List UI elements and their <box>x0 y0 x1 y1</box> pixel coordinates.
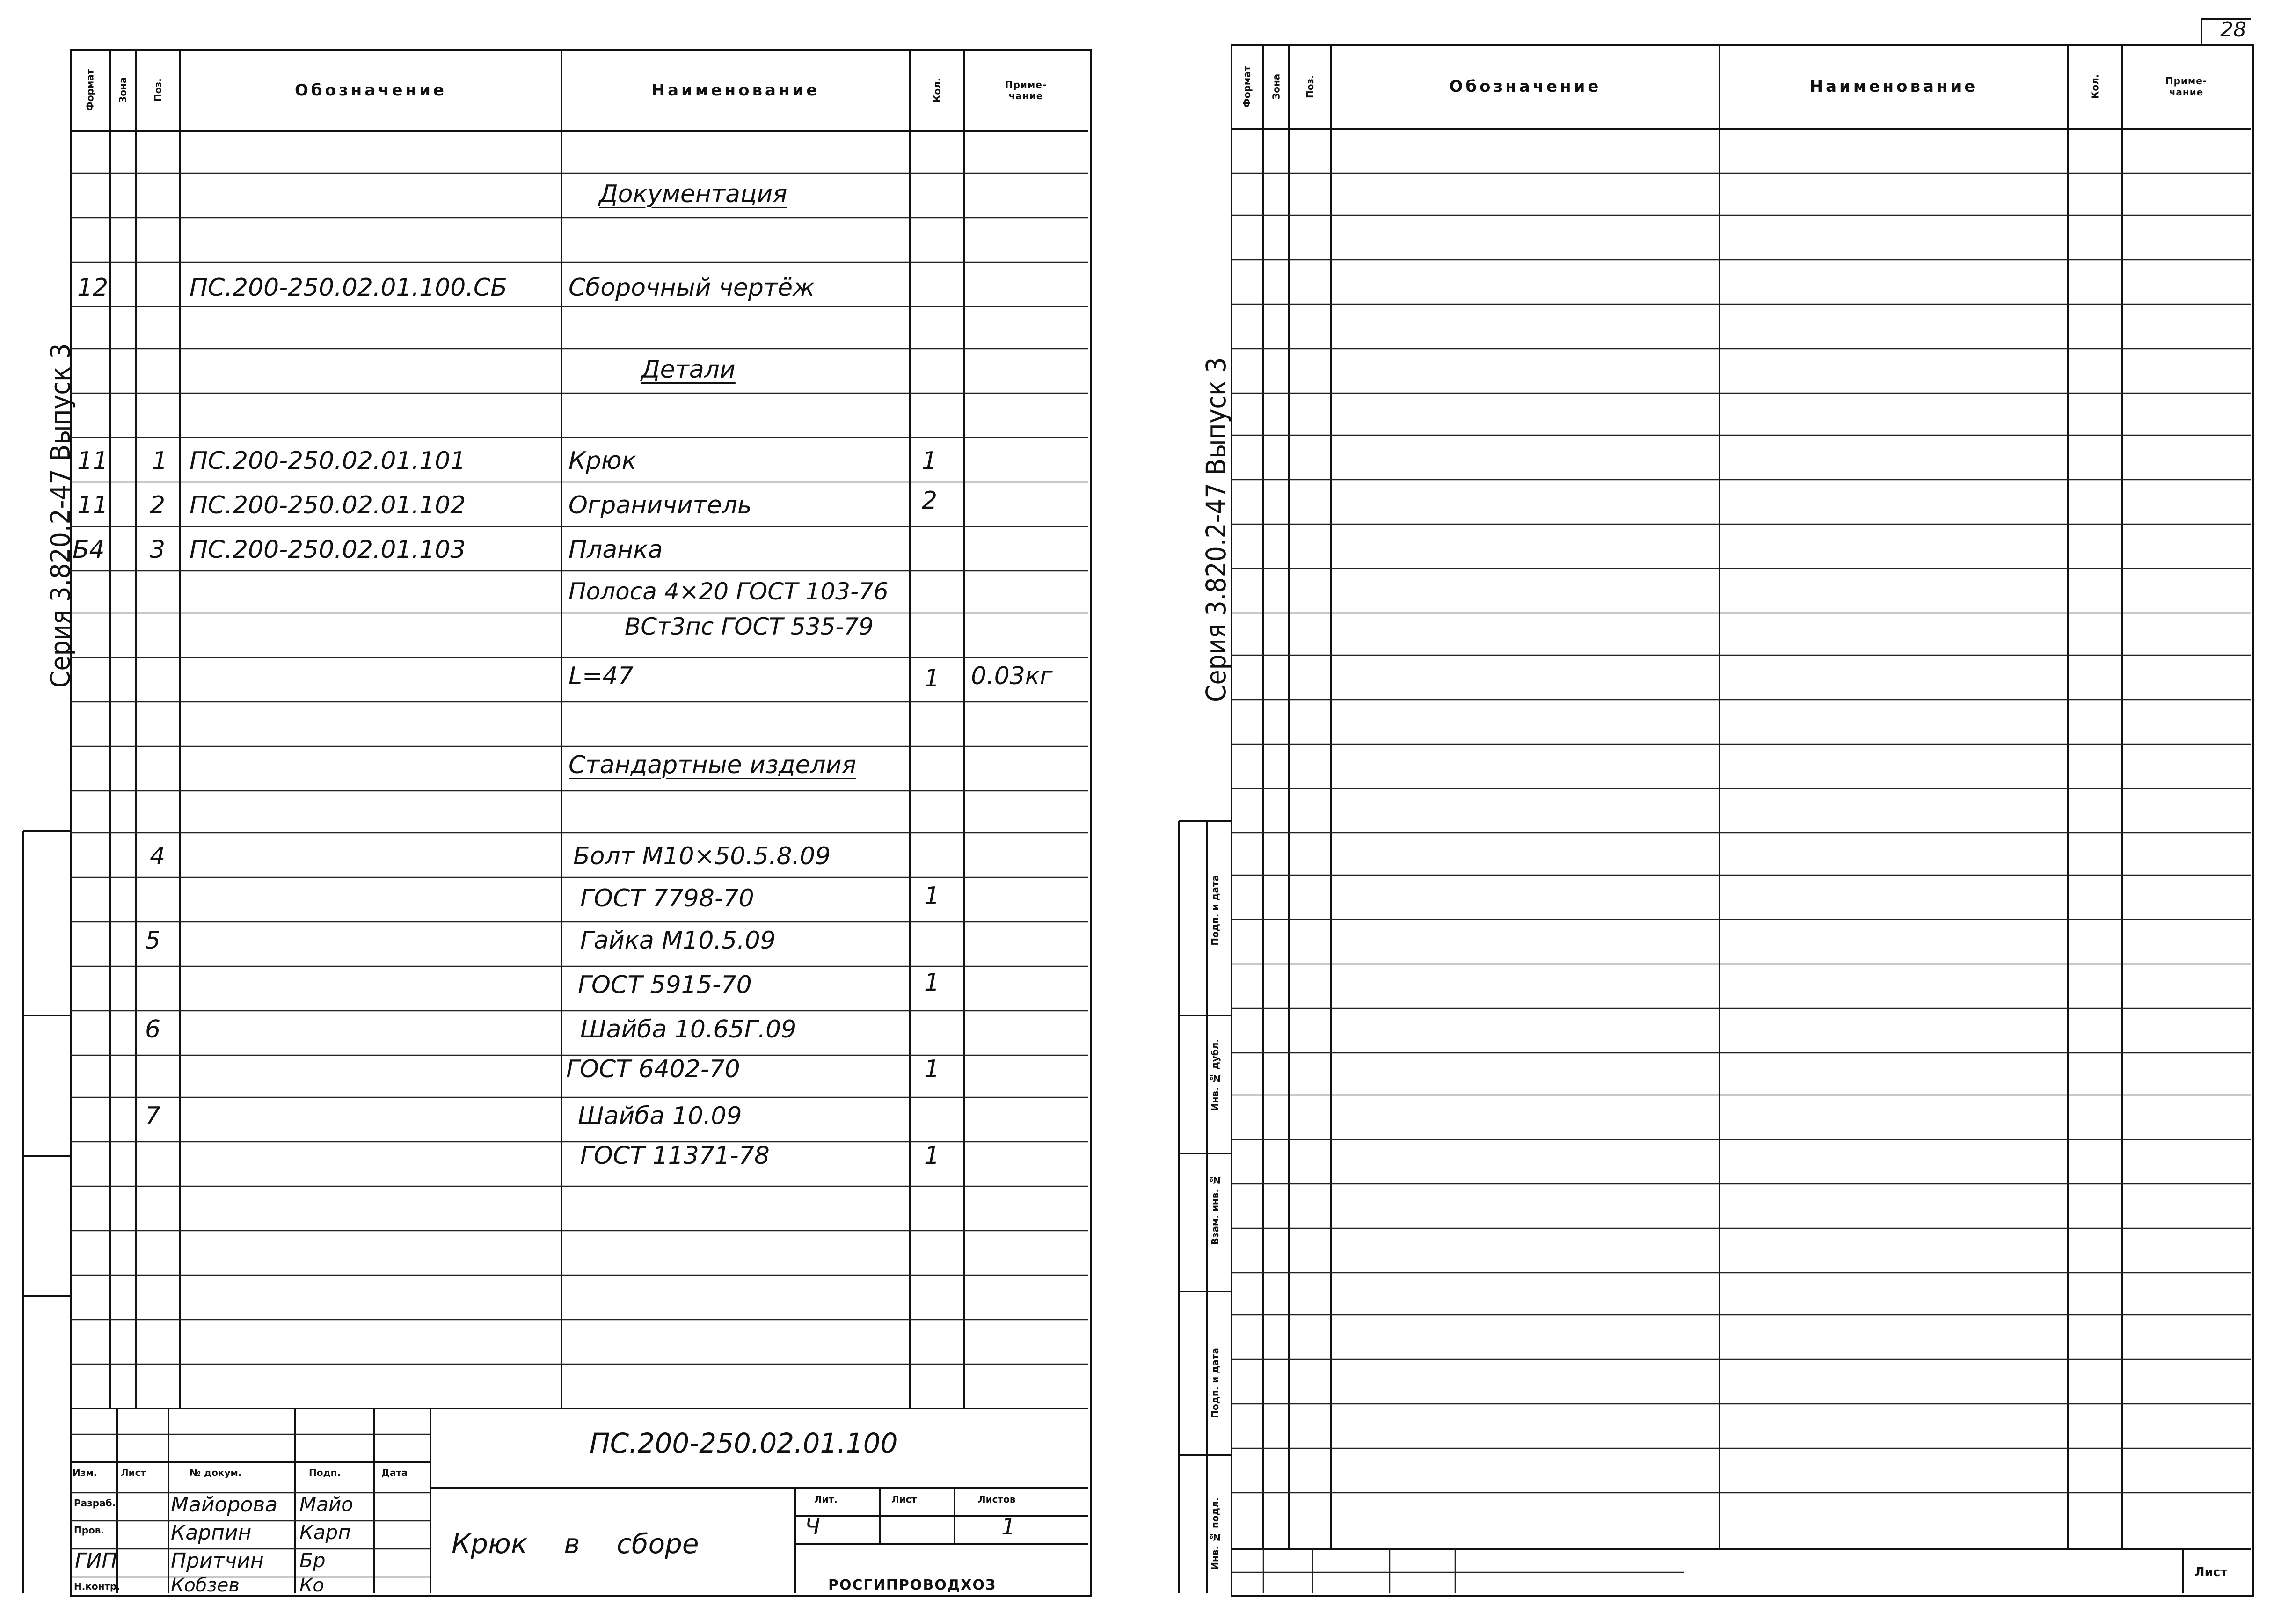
side-field-sign-date: Подп. и дата <box>1210 875 1221 946</box>
row-qty: 1 <box>924 1055 940 1083</box>
organization: РОСГИПРОВОДХОЗ <box>828 1577 997 1593</box>
zone-header: Зона <box>117 77 129 103</box>
row-format: 11 <box>77 447 109 475</box>
row-pos: 6 <box>145 1015 161 1044</box>
signature-checker: Карп <box>299 1521 351 1544</box>
row-pos: 4 <box>150 842 166 870</box>
pos-header: Поз. <box>152 78 164 102</box>
document-title: Крюк в сборе <box>452 1528 699 1560</box>
col-sign-label: Подп. <box>309 1467 341 1478</box>
role-developer: Разраб. <box>74 1497 116 1509</box>
row-qty: 1 <box>924 969 940 997</box>
format-header: Формат <box>84 69 96 111</box>
role-checker: Пров. <box>74 1525 105 1536</box>
sheet-label: Лист <box>891 1494 917 1505</box>
row-designation: ПС.200-250.02.01.102 <box>190 491 466 519</box>
row-qty: 1 <box>924 1142 940 1170</box>
row-qty: 1 <box>924 664 940 693</box>
row-name: ГОСТ 11371-78 <box>580 1142 770 1170</box>
pos-header: Поз. <box>1305 75 1316 98</box>
side-field-vzam-inv: Взам. инв. № <box>1210 1175 1221 1245</box>
row-name: L=47 <box>569 662 634 690</box>
row-format: Б4 <box>73 536 105 564</box>
row-pos: 7 <box>145 1102 161 1130</box>
row-name: Сборочный чертёж <box>569 274 815 302</box>
lit-label: Лит. <box>814 1494 838 1505</box>
row-qty: 1 <box>922 447 938 475</box>
row-name: Ограничитель <box>569 491 752 519</box>
section-documentation: Документация <box>599 180 787 208</box>
row-name: Планка <box>569 536 663 564</box>
row-qty: 1 <box>924 882 940 910</box>
name-norm-control: Кобзев <box>171 1575 240 1596</box>
sheets-value: 1 <box>1001 1514 1016 1540</box>
row-name: ВСт3пс ГОСТ 535-79 <box>625 613 874 640</box>
col-izm-label: Изм. <box>73 1467 97 1478</box>
row-designation: ПС.200-250.02.01.100.СБ <box>190 274 507 302</box>
col-date-label: Дата <box>381 1467 408 1478</box>
row-format: 11 <box>77 491 109 519</box>
note-header: Приме- чание <box>1005 79 1047 102</box>
page-number: 28 <box>2220 18 2246 42</box>
lit-value: Ч <box>805 1514 820 1540</box>
note-header: Приме- чание <box>2165 75 2208 98</box>
row-name: Полоса 4×20 ГОСТ 103-76 <box>569 578 889 605</box>
row-name: Шайба 10.09 <box>578 1102 742 1130</box>
doc-code: ПС.200-250.02.01.100 <box>590 1427 898 1459</box>
format-header: Формат <box>1241 66 1253 108</box>
row-designation: ПС.200-250.02.01.103 <box>190 536 466 564</box>
row-note: 0.03кг <box>971 662 1053 690</box>
name-header: Наименование <box>651 80 820 100</box>
row-format: 12 <box>77 274 109 302</box>
series-label: Серия 3.820.2-47 Выпуск 3 <box>44 343 76 688</box>
section-details: Детали <box>641 356 736 384</box>
signature-developer: Майо <box>299 1493 353 1516</box>
row-designation: ПС.200-250.02.01.101 <box>190 447 466 475</box>
row-qty: 2 <box>922 487 938 515</box>
section-standard-items: Стандартные изделия <box>569 751 856 779</box>
name-gip: Притчин <box>171 1549 264 1573</box>
designation-header: Обозначение <box>1449 77 1602 96</box>
sheets-label: Листов <box>978 1494 1016 1505</box>
row-name: ГОСТ 7798-70 <box>580 884 754 912</box>
role-norm-control: Н.контр. <box>74 1581 120 1592</box>
row-name: Крюк <box>569 447 637 475</box>
name-checker: Карпин <box>171 1521 252 1545</box>
row-pos: 5 <box>145 927 161 955</box>
series-label: Серия 3.820.2-47 Выпуск 3 <box>1200 357 1232 702</box>
side-field-inv-dubl: Инв. № дубл. <box>1210 1039 1221 1111</box>
designation-header: Обозначение <box>295 80 447 100</box>
name-header: Наименование <box>1809 77 1978 96</box>
side-field-sign-date-2: Подп. и дата <box>1210 1348 1221 1418</box>
qty-header: Кол. <box>931 78 943 102</box>
signature-gip: Бр <box>299 1549 326 1572</box>
sheet-label: Лист <box>2194 1565 2228 1579</box>
side-field-inv-podl: Инв. № подл. <box>1210 1497 1221 1570</box>
row-pos: 3 <box>150 536 166 564</box>
zone-header: Зона <box>1270 73 1282 100</box>
col-doc-label: № докум. <box>190 1467 242 1478</box>
row-name: ГОСТ 5915-70 <box>578 971 752 999</box>
name-developer: Майорова <box>171 1493 278 1517</box>
row-name: ГОСТ 6402-70 <box>566 1055 740 1083</box>
qty-header: Кол. <box>2089 74 2101 99</box>
row-name: Гайка М10.5.09 <box>580 927 776 955</box>
col-list-label: Лист <box>121 1467 146 1478</box>
row-name: Болт М10×50.5.8.09 <box>573 842 831 870</box>
signature-norm-control: Ко <box>299 1575 324 1596</box>
row-pos: 1 <box>152 447 168 475</box>
row-name: Шайба 10.65Г.09 <box>580 1015 797 1044</box>
role-gip: ГИП <box>75 1549 117 1573</box>
row-pos: 2 <box>150 491 166 519</box>
